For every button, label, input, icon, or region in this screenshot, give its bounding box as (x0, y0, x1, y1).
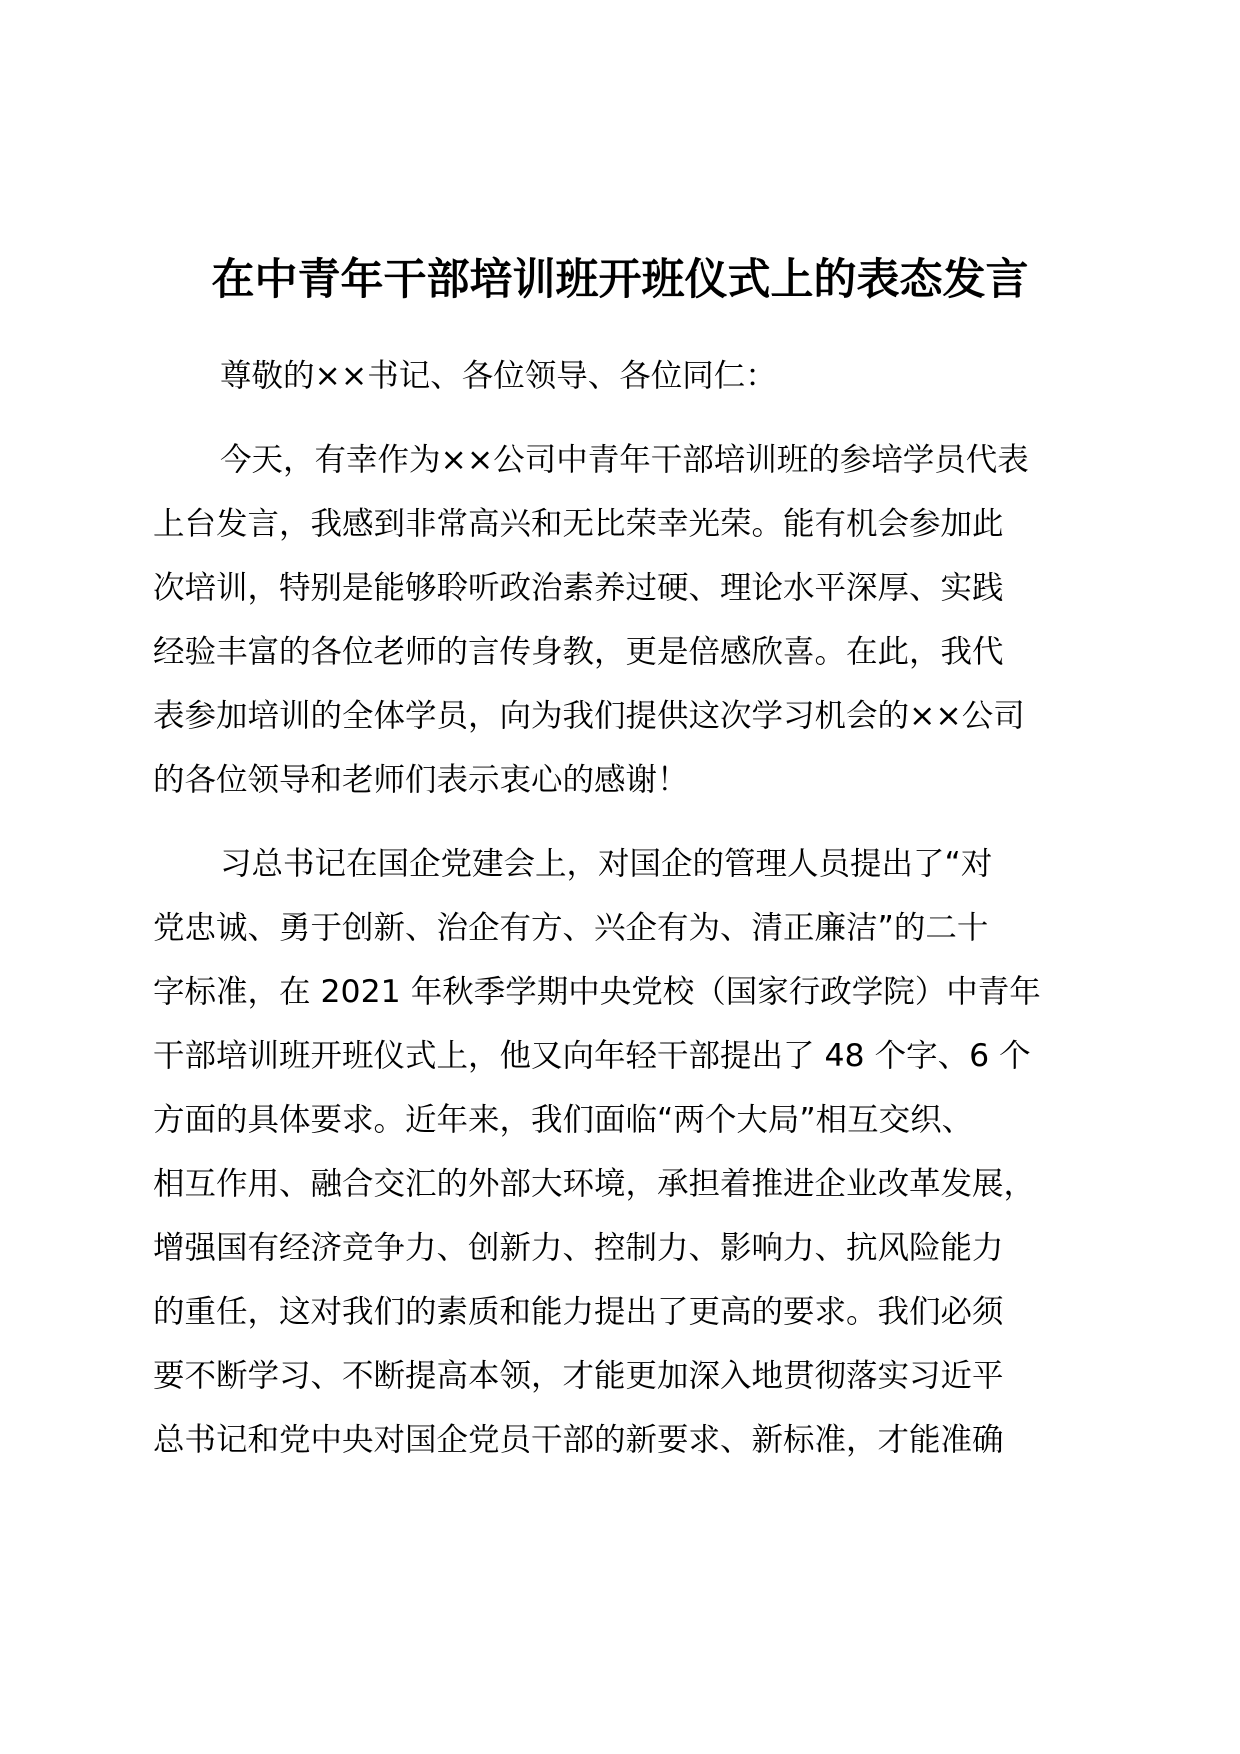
salutation: 尊敬的××书记、各位领导、各位同仁： (220, 358, 777, 394)
paragraph-1-line-5: 表参加培训的全体学员，向为我们提供这次学习机会的××公司 (153, 698, 1025, 734)
paragraph-2-line-3: 字标准，在 2021 年秋季学期中央党校（国家行政学院）中青年 (153, 974, 1041, 1010)
paragraph-2-line-6: 相互作用、融合交汇的外部大环境，承担着推进企业改革发展， (153, 1166, 1036, 1202)
document-title: 在中青年干部培训班开班仪式上的表态发言 (211, 255, 1029, 305)
paragraph-1-line-4: 经验丰富的各位老师的言传身教，更是倍感欣喜。在此，我代 (153, 634, 1004, 670)
paragraph-2-line-10: 总书记和党中央对国企党员干部的新要求、新标准，才能准确 (153, 1422, 1004, 1458)
paragraph-1-line-3: 次培训，特别是能够聆听政治素养过硬、理论水平深厚、实践 (153, 570, 1004, 606)
paragraph-2-line-9: 要不断学习、不断提高本领，才能更加深入地贯彻落实习近平 (153, 1358, 1004, 1394)
paragraph-2-line-4: 干部培训班开班仪式上，他又向年轻干部提出了 48 个字、6 个 (153, 1038, 1031, 1074)
paragraph-2-line-5: 方面的具体要求。近年来，我们面临“两个大局”相互交织、 (153, 1102, 974, 1138)
paragraph-1-line-1: 今天，有幸作为××公司中青年干部培训班的参培学员代表 (220, 442, 1029, 478)
paragraph-1-line-6: 的各位领导和老师们表示衷心的感谢！ (153, 762, 689, 798)
paragraph-2-line-2: 党忠诚、勇于创新、治企有方、兴企有为、清正廉洁”的二十 (153, 910, 989, 946)
paragraph-2-line-7: 增强国有经济竞争力、创新力、控制力、影响力、抗风险能力 (153, 1230, 1004, 1266)
paragraph-1-line-2: 上台发言，我感到非常高兴和无比荣幸光荣。能有机会参加此 (153, 506, 1004, 542)
paragraph-2-line-1: 习总书记在国企党建会上，对国企的管理人员提出了“对 (220, 846, 993, 882)
paragraph-2-line-8: 的重任，这对我们的素质和能力提出了更高的要求。我们必须 (153, 1294, 1004, 1330)
